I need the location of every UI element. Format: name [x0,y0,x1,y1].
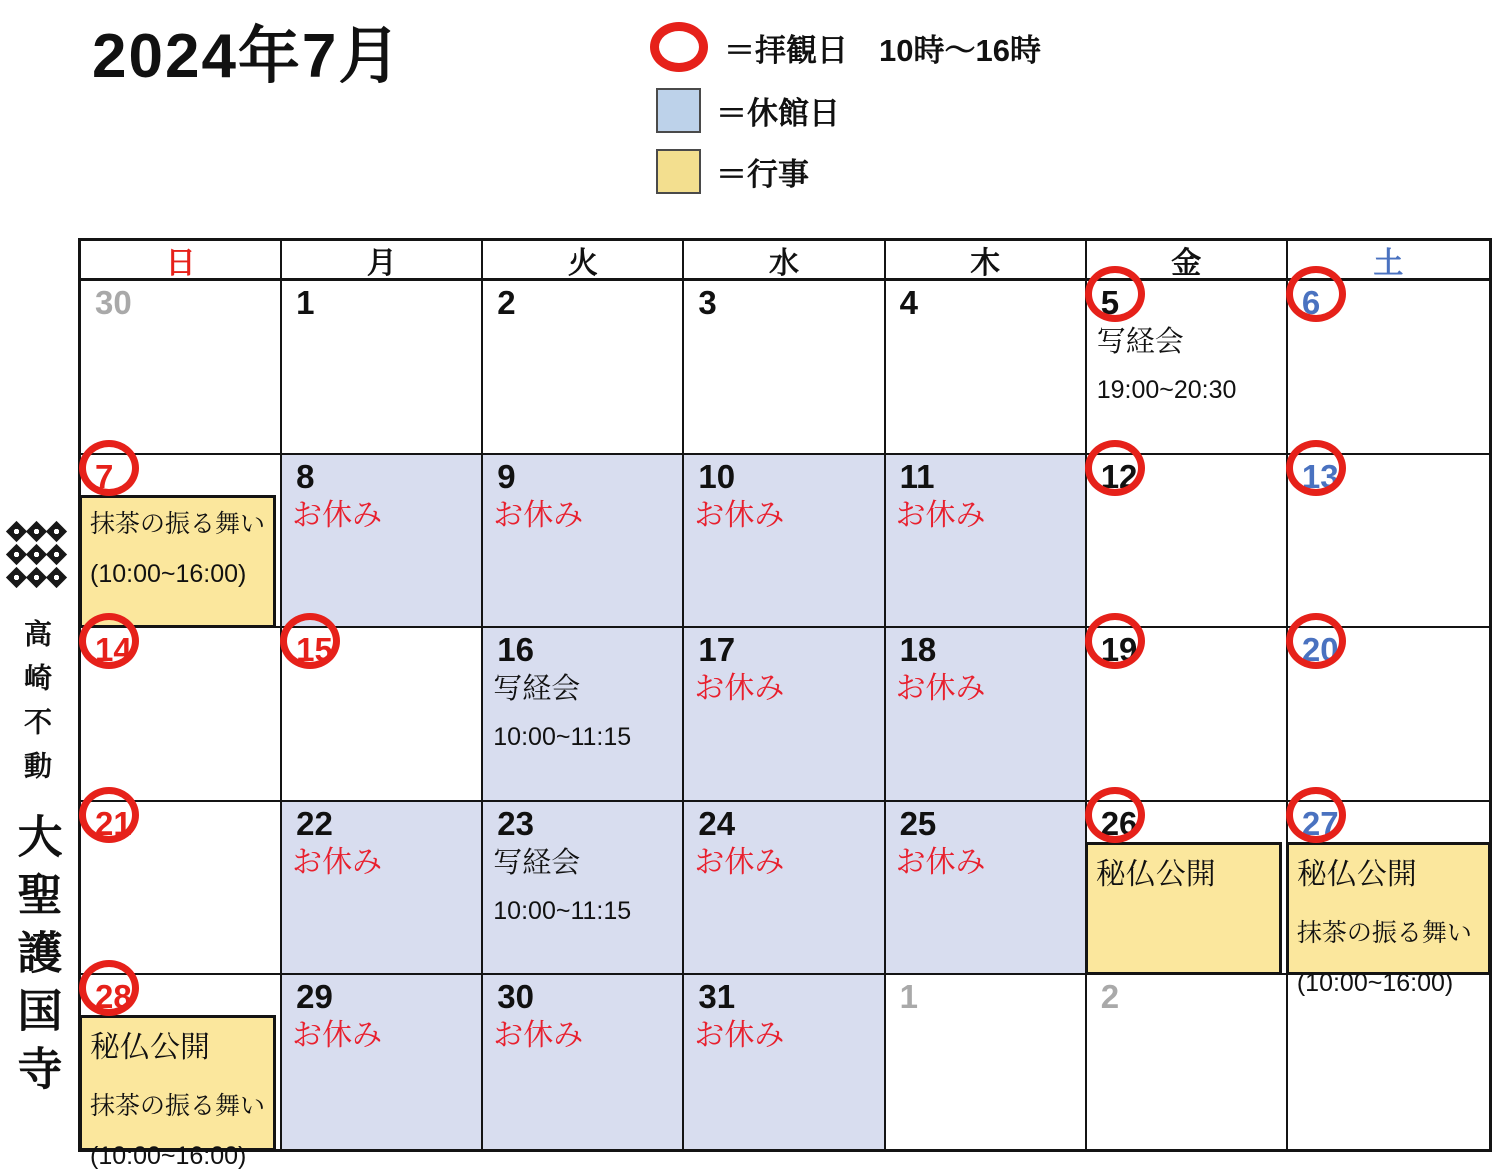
event-swatch-icon [656,149,701,194]
closed-label: お休み [895,845,986,879]
weekday-header-4: 木 [886,241,1087,281]
closed-day-swatch-icon [656,88,701,133]
day-number: 9 [497,457,516,495]
day-number: 19 [1100,631,1138,669]
calendar-cell-31 [684,975,885,1149]
day-number: 15 [296,631,333,669]
closed-label: お休み [694,498,785,532]
calendar-cell-19 [1087,628,1288,802]
calendar-cell-5 [1087,281,1288,455]
closed-label: お休み [895,498,986,532]
calendar-cell-26 [1087,802,1288,976]
event-label: 写経会 [493,846,581,879]
weekday-header-6: 土 [1288,241,1489,281]
day-number: 2 [1100,978,1120,1016]
day-number: 17 [698,631,736,669]
calendar-cell-27 [1288,802,1489,997]
closed-label: お休み [694,1019,785,1053]
calendar-cell-2 [483,281,684,455]
calendar-cell-17 [684,628,885,802]
closed-label: お休み [292,1019,383,1053]
calendar-cell-6 [1288,281,1489,455]
calendar-cell-16 [483,628,684,802]
event-box [1286,842,1491,997]
day-number: 10 [698,457,736,495]
calendar-cell-28 [81,975,282,1170]
day-number: 8 [296,457,315,495]
calendar-cell-12 [1087,455,1288,629]
weekday-header-5: 金 [1087,241,1288,281]
closed-label: お休み [292,845,383,879]
event-box [1085,842,1282,976]
closed-label: お休み [694,845,785,879]
calendar-cell-2 [1087,975,1288,1149]
calendar-cell-15 [282,628,483,802]
legend-visiting-label: ＝拝観日 10時〜16時 [724,32,1041,68]
closed-label: お休み [292,498,383,532]
event-box-detail: 抹茶の振る舞い [90,509,266,538]
calendar-cell-24 [684,802,885,976]
event-label: 写経会 [1096,326,1184,358]
calendar-cell-21 [81,802,282,976]
day-number: 25 [899,804,937,842]
calendar-cell-30 [81,281,282,455]
temple-name-prefix: 高崎不動 [21,619,52,795]
weekday-header-0: 日 [81,241,282,281]
day-number: 1 [296,284,315,321]
crest-diamond [45,544,66,565]
day-number: 30 [497,978,534,1016]
legend-closed-label: ＝休館日 [716,96,840,131]
day-number: 3 [698,284,717,321]
day-number: 21 [95,804,132,842]
day-number: 20 [1301,631,1339,669]
day-number: 31 [698,978,736,1016]
event-time: 10:00~11:15 [493,896,632,925]
legend [650,22,1041,210]
day-number: 6 [1301,284,1321,321]
day-number: 5 [1100,284,1120,321]
calendar-cell-20 [1288,628,1489,802]
event-box-detail: 抹茶の振る舞い [90,1092,266,1121]
day-number: 16 [497,631,534,669]
event-box-title: 秘仏公開 [1296,857,1417,891]
visiting-day-circle-icon [650,22,708,72]
day-number: 26 [1100,804,1138,842]
temple-crest-icon [6,520,66,589]
calendar-cell-23 [483,802,684,976]
calendar-cell-1 [282,281,483,455]
event-box-title: 秘仏公開 [90,1031,210,1065]
closed-label: お休み [493,498,584,532]
legend-row-event [650,149,1041,194]
calendar-cell-11 [886,455,1087,629]
event-label: 写経会 [493,673,581,706]
day-number: 18 [899,631,937,669]
crest-diamond [45,521,66,542]
day-number: 2 [497,284,516,321]
calendar-cell-8 [282,455,483,629]
calendar-cell-29 [282,975,483,1149]
crest-diamond [25,544,46,565]
page-title: 2024年7月 [92,22,403,91]
day-number: 4 [899,284,918,321]
calendar-cell-14 [81,628,282,802]
crest-diamond [5,521,26,542]
calendar-cell-7 [81,455,282,629]
temple-name: 大聖護国寺 [10,813,62,1103]
event-box-detail: 抹茶の振る舞い [1296,918,1472,947]
day-number: 1 [899,978,918,1016]
weekday-header-3: 水 [684,241,885,281]
crest-diamond [5,544,26,565]
day-number: 30 [95,284,132,321]
crest-diamond [25,521,46,542]
day-number: 7 [95,457,114,495]
event-box [79,1015,276,1170]
calendar-cell-13 [1288,455,1489,629]
closed-label: お休み [694,672,785,706]
day-number: 11 [899,457,935,495]
crest-diamond [5,567,26,588]
day-number: 28 [95,978,132,1016]
weekday-header-1: 月 [282,241,483,281]
calendar-cell-3 [684,281,885,455]
event-box-detail: (10:00~16:00) [90,1142,247,1170]
event-time: 19:00~20:30 [1096,375,1237,404]
temple-sidebar [2,520,70,1103]
event-box-detail: (10:00~16:00) [1296,968,1454,997]
calendar-grid [78,238,1492,1170]
event-box [79,495,276,629]
crest-diamond [25,567,46,588]
calendar-cell-30 [483,975,684,1149]
closed-label: お休み [493,1019,584,1053]
day-number: 24 [698,804,736,842]
day-number: 27 [1301,804,1339,842]
weekday-header-2: 火 [483,241,684,281]
legend-row-visiting [650,22,1041,72]
calendar-cell-22 [282,802,483,976]
day-number: 12 [1100,457,1138,495]
event-box-detail: (10:00~16:00) [90,559,247,588]
day-number: 14 [95,631,132,669]
calendar-cell-10 [684,455,885,629]
calendar-cell-25 [886,802,1087,976]
day-number: 23 [497,804,534,842]
legend-event-label: ＝行事 [716,157,809,192]
day-number: 22 [296,804,333,842]
crest-diamond [45,567,66,588]
event-box-title: 秘仏公開 [1095,857,1216,891]
calendar-cell-18 [886,628,1087,802]
legend-row-closed [650,88,1041,133]
day-number: 29 [296,978,333,1016]
calendar-cell-4 [886,281,1087,455]
calendar-cell-9 [483,455,684,629]
calendar-cell-1 [886,975,1087,1149]
closed-label: お休み [895,672,986,706]
calendar-cell-empty [1288,975,1489,1149]
event-time: 10:00~11:15 [493,722,632,751]
day-number: 13 [1301,457,1339,495]
